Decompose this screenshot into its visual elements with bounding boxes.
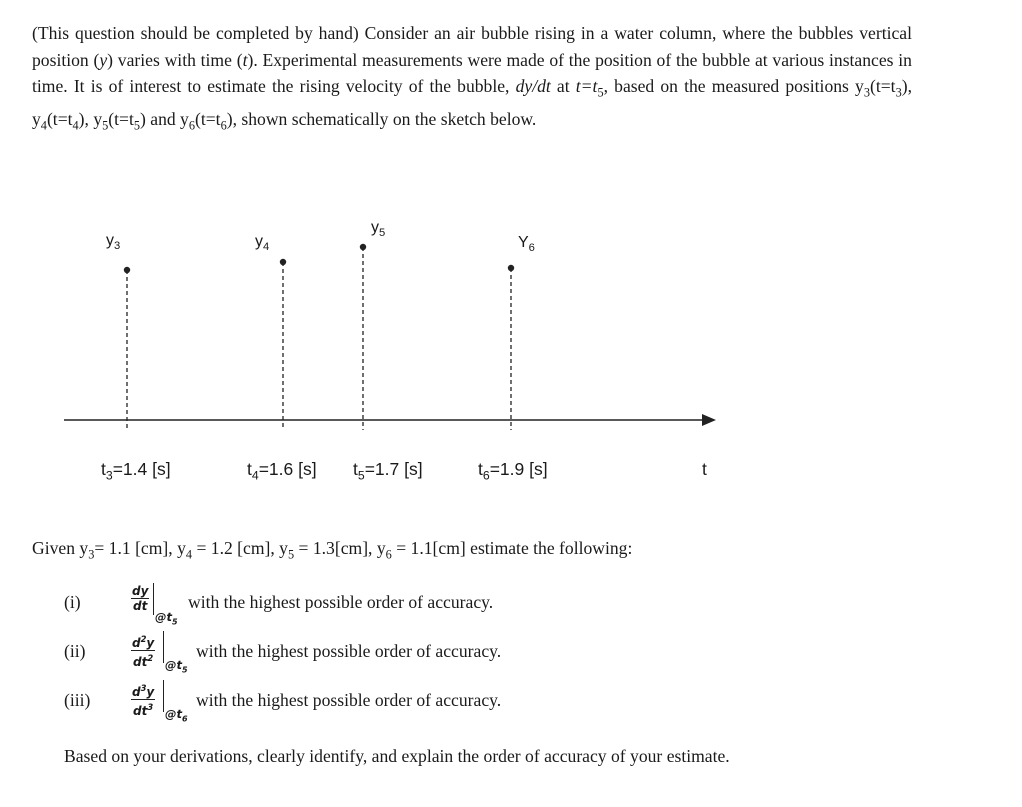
- conclusion-text: Based on your derivations, clearly identify, and explain the order of accuracy of your estimate.: [64, 746, 730, 766]
- point-y3: [124, 267, 130, 273]
- question-intro: (This question should be completed by hand) Consider an air bubble rising in a water column, where the bubbles vertical position (y) varies with time (t). Experimental measurements were made of the position of the bubble at various instances in time. It is of interest to estimate the rising velocity of the bubble, dy/dt at $t=t_5$, based on the measured positions $y_3(t=t_3)$, $y_4(t=t_4)$, $y_5(t=t_5)$ and $y_6(t=t_6)$, shown schematically on the sketch below.: [32, 23, 912, 133]
- axis-label-t: t: [702, 459, 707, 479]
- item-ii-number: (ii): [64, 641, 86, 661]
- time-axis-arrowhead: [702, 414, 716, 426]
- item-ii-eval-bar: [163, 631, 164, 663]
- item-i-eval-bar: [153, 583, 154, 615]
- item-ii-text: with the highest possible order of accuracy.: [196, 641, 502, 661]
- item-iii-text: with the highest possible order of accuracy.: [196, 690, 502, 710]
- given-values: Given $y_3= 1.1$ [cm], $y_4 = 1.2$ [cm], $y_5 = 1.3[cm]$, $y_6 = 1.1[cm]$ estimate the following:: [32, 538, 633, 562]
- item-iii-number: (iii): [64, 690, 91, 710]
- item-i-derivative: $\frac{dy}{dt}$: [132, 584, 149, 613]
- item-i-eval-point: $@t_5$: [155, 610, 178, 627]
- item-iii-eval-point: $@t_6$: [165, 707, 188, 724]
- item-ii-eval-point: $@t_5$: [165, 658, 188, 675]
- point-y5: [360, 244, 366, 250]
- label-t4: $t_4=1.6$ [s]: [247, 459, 317, 483]
- label-y6: $Y_6$: [518, 234, 535, 255]
- item-i-text: with the highest possible order of accuracy.: [188, 592, 494, 612]
- item-ii-derivative: $\frac{d^2y}{dt^2}$: [132, 634, 155, 669]
- point-y4: [280, 259, 286, 265]
- label-t6: $t_6=1.9$ [s]: [478, 459, 548, 483]
- velocity-symbol: dy/dt: [515, 76, 551, 96]
- label-y5: $y_5$: [371, 219, 386, 240]
- item-iii-eval-bar: [163, 680, 164, 712]
- label-y3: $y_3$: [106, 232, 121, 253]
- item-i-number: (i): [64, 592, 81, 612]
- label-t5: $t_5=1.7$ [s]: [353, 459, 423, 483]
- item-iii-derivative: $\frac{d^3y}{dt^3}$: [132, 683, 155, 718]
- label-t3: $t_3=1.4$ [s]: [101, 459, 171, 483]
- label-y4: $y_4$: [255, 233, 270, 254]
- point-y6: [508, 265, 514, 271]
